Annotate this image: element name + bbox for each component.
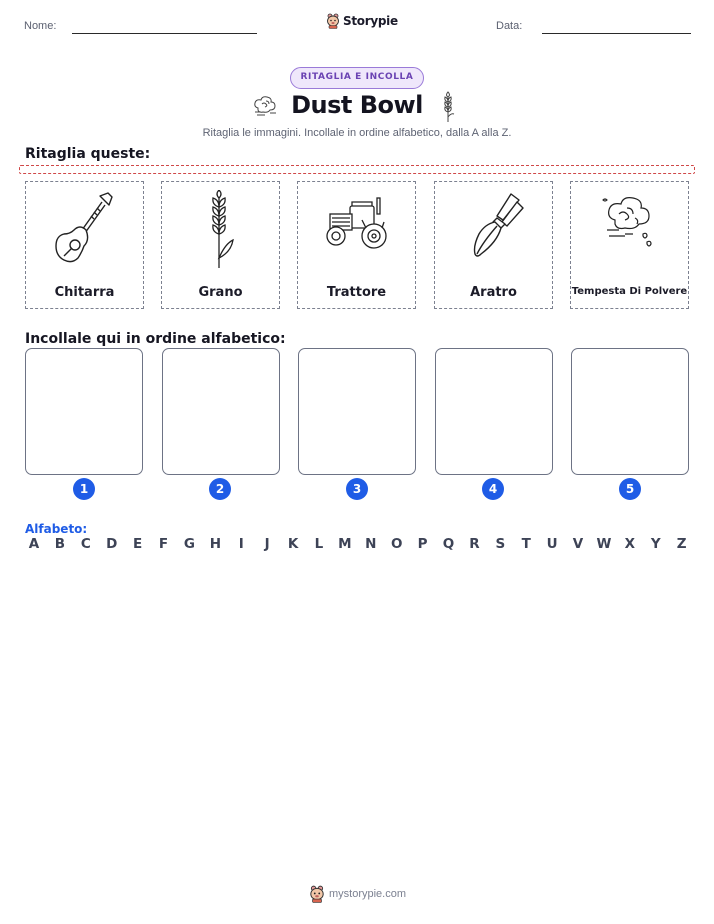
date-line[interactable] bbox=[542, 33, 691, 34]
alphabet-letter: J bbox=[264, 536, 270, 552]
cut-heading: Ritaglia queste: bbox=[25, 146, 151, 162]
cut-card-grano[interactable] bbox=[161, 181, 280, 309]
alphabet-letter: Q bbox=[442, 536, 455, 552]
cut-card-chitarra[interactable] bbox=[25, 181, 144, 309]
alphabet-letter: K bbox=[287, 536, 299, 552]
alphabet-letter: U bbox=[546, 536, 558, 552]
card-label: Chitarra bbox=[54, 285, 115, 300]
order-number: 4 bbox=[482, 478, 504, 500]
alphabet-letter: X bbox=[624, 536, 636, 552]
card-label: Aratro bbox=[470, 285, 517, 300]
order-number: 5 bbox=[619, 478, 641, 500]
footer bbox=[309, 885, 406, 903]
cut-line bbox=[19, 165, 695, 174]
alphabet-letter: I bbox=[238, 536, 244, 552]
card-label: Trattore bbox=[326, 285, 387, 300]
card-label: Grano bbox=[198, 285, 243, 300]
alphabet-letter: M bbox=[338, 536, 352, 552]
mascot-icon bbox=[326, 13, 340, 29]
alphabet-letter: O bbox=[390, 536, 403, 552]
trowel-icon bbox=[459, 190, 529, 270]
dust-storm-icon bbox=[595, 190, 665, 270]
cut-card-aratro[interactable] bbox=[434, 181, 553, 309]
alphabet-letter: V bbox=[572, 536, 584, 552]
alphabet-letter: B bbox=[54, 536, 66, 552]
brand-name: Storypie bbox=[343, 14, 398, 28]
instructions: Ritaglia le immagini. Incollale in ordine alfabetico, dalla A alla Z. bbox=[202, 127, 512, 139]
order-number: 2 bbox=[209, 478, 231, 500]
brand-logo bbox=[326, 13, 398, 29]
paste-box-3[interactable] bbox=[298, 348, 416, 475]
alphabet-letter: P bbox=[417, 536, 428, 552]
tractor-icon bbox=[322, 190, 392, 270]
alphabet-letter: T bbox=[521, 536, 531, 552]
paste-box-5[interactable] bbox=[571, 348, 689, 475]
cut-card-tempesta[interactable] bbox=[570, 181, 689, 309]
alphabet-letter: D bbox=[106, 536, 118, 552]
alphabet-row bbox=[26, 536, 690, 552]
alphabet-letter: F bbox=[158, 536, 169, 552]
alphabet-heading: Alfabeto: bbox=[25, 522, 88, 536]
alphabet-letter: Y bbox=[650, 536, 661, 552]
footer-url[interactable]: mystorypie.com bbox=[329, 888, 407, 900]
alphabet-letter: C bbox=[80, 536, 91, 552]
name-line[interactable] bbox=[72, 33, 257, 34]
paste-heading: Incollale qui in ordine alfabetico: bbox=[25, 331, 286, 347]
paste-box-4[interactable] bbox=[435, 348, 553, 475]
activity-badge: RITAGLIA E INCOLLA bbox=[290, 67, 424, 89]
paste-box-2[interactable] bbox=[162, 348, 280, 475]
order-number: 3 bbox=[346, 478, 368, 500]
date-label: Data: bbox=[496, 20, 523, 32]
paste-box-1[interactable] bbox=[25, 348, 143, 475]
alphabet-letter: W bbox=[596, 536, 612, 552]
alphabet-letter: S bbox=[495, 536, 506, 552]
alphabet-letter: R bbox=[469, 536, 480, 552]
alphabet-letter: A bbox=[28, 536, 40, 552]
mascot-icon bbox=[309, 885, 325, 903]
order-number: 1 bbox=[73, 478, 95, 500]
card-label: Tempesta Di Polvere bbox=[571, 286, 688, 297]
wheat-icon bbox=[186, 190, 256, 270]
alphabet-letter: L bbox=[314, 536, 324, 552]
alphabet-letter: Z bbox=[676, 536, 687, 552]
cut-card-trattore[interactable] bbox=[297, 181, 416, 309]
alphabet-letter: H bbox=[209, 536, 221, 552]
alphabet-letter: N bbox=[365, 536, 377, 552]
alphabet-letter: G bbox=[183, 536, 195, 552]
name-label: Nome: bbox=[24, 20, 57, 32]
wheat-stalk-icon bbox=[440, 91, 456, 123]
page-title: Dust Bowl bbox=[291, 91, 423, 119]
guitar-icon bbox=[50, 190, 120, 270]
alphabet-letter: E bbox=[133, 536, 143, 552]
